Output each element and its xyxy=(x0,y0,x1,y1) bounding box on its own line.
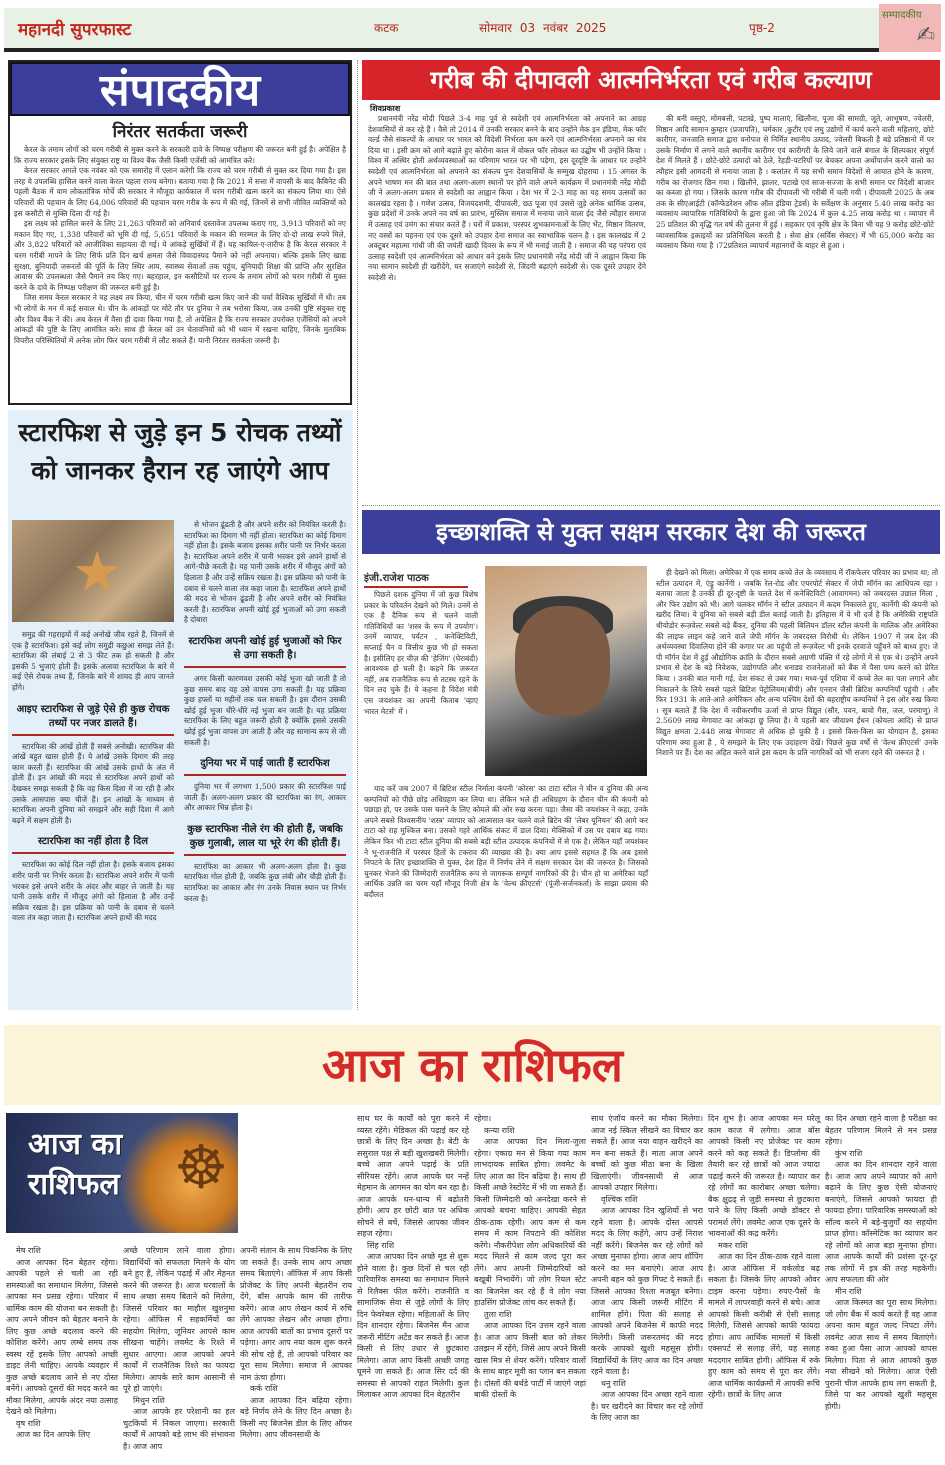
horoscope-column xyxy=(240,1245,352,1441)
starfish-photo xyxy=(12,520,174,622)
article-paragraph: याद करें जब 2007 में ब्रिटिश स्टील निर्माता कंपनी 'कोरस' का टाटा स्टील ने चीन व दुनिया की अन्य कम्पनियों को पीछे छोड़ अधिग्रहण कर लिया था। लेकिन भले ही अधिग्रहण के दौरान चीन की कंपनी को पछाड़ा हो, पर उसके पास चलने के लिए कोयले की ओर रुख करना पड़ा। जैसा की जयशंकर ने कहा, उनके अपने सबसे विश्वसनीय 'शस्त्र' व्यापार को आत्मसात कर चलने वाले ब्रिटेन की 'लेबर यूनियन' की आगे कर टाटा को राह मुश्किल बना। उसको गहरे आर्थिक संकट में डाल दिया। मेक्सिको में उस पर दबाव बढ़ गया। लेकिन फिर भी टाटा स्टील दुनिया की सबसे बड़ी स्टील उत्पादक कंपनियों में से एक है। लेकिन यहाँ जयशंकर ने भू-राजनीति में परस्पर हितों के टकराव की व्याख्या की है। क्या आप इससे सहमत हैं कि अब इससे निपटने के लिए इच्छाशक्ति से युक्त, देश हित में निर्णय लेने में सक्षम सरकार देश की जरूरत है। जिसको चुनकर भेजने की जिम्मेदारी राजनैतिक रूप से जागरूक सम्पूर्ण नागरिकों की है। चीन हो या अमेरिका यहाँ आर्थिक उन्नति का चरम यहाँ मौजूद निजी क्षेत्र के 'वेल्थ क्रीएटर्स' (पूंजी-सर्जनकर्ता) के साझा प्रयास की बदौलत xyxy=(364,784,648,899)
article-paragraph: ही देखने को मिला। अमेरिका में एक समय कच्चे तेल के व्यवसाय में रॉकफेलर परिवार का प्रभाव था; तो स्टील उत्पादन में, एंड्रू कार्नेगी । जबकि रेल-रोड और एयरपोर्ट सेक्टर में जेपी मॉर्गन का आधिपत्य रहा । बताया जाता है उनकी ही दूर-दृष्टी के चलते देश में कनेक्टिविटी (आवागमन) को जबरदस्त उछाल मिला , और फिर उद्योग को भी। आगे चलकर मॉर्गन ने स्टील उत्पादन में कदम निकालते हुए, कार्नेगी की कंपनी को खरीद लिया। ये दुनिया को सबसे बड़ी डील बताई जाती है। इतिहास में ये भी दर्ज है कि अमेरिकी राष्ट्रपति थीयोडोर रूज़वेल्ट सबसे बड़े बैंकर, दुनिया की पहली बिलियन डॉलर स्टील कंपनी के मालिक और अमेरिका की लाइफ लाइन कहे जाने वाले जेपी मॉर्गन के जबरदस्त विरोधी थे। लेकिन 1907 में जब देश की अर्थव्यवस्था दिवालिया होने की कगार पर आ पहुंची तो रूज़वेल्ट भी इनके दरवाजे पहुँचने को बाध्य हुए। जे पी मॉर्गन देश में हुई औद्योगिक क्रांति के दौरान सबसे अग्रणी पंक्ति में रहे लोगों में से एक थे। उन्होंने अपने प्रभाव से देश के बड़े निवेशक, उद्योगपति और धनाड्य राजनेताओं को बैंक में पैसा पम्प करने को प्रेरित किया । उनकी बात मानी गई, देश संकट से उबर गया। मध्य-पूर्व एशिया में कच्चे तेल का पता लगाने और निकालने के लिये सबसे पहले ब्रिटिश पेट्रोलियम(बीपी) और एनरान जैसी ब्रिटिश कम्पनियाँ पहुंची । और फिर 1931 के आते-आते अमेरिकन और अन्य पश्चिम देशों की बहराष्ट्रीय कम्पनियों ने इस ओर रुख किया । सूत्र बताते हैं कि देश में नवीकरणीय ऊर्जा से प्राप्त विद्युत (सौर, पवन, बायो गैस, जल, परमाणु) ने 2.5609 लाख मेगावाट का आंकड़ा छू लिया है। ये पहली बार जीवाश्म ईंधन (कोयला आदि) से प्राप्त विद्युत क्षमता 2.448 लाख मेगावाट से अधिक हो चुकी है । इससे किस-किस का योगदान है, इसका परिणाम क्या हुआ है , ये समझने के लिए एक उदाहरण देखें। पिछले कुछ वर्षों से 'वेल्थ क्रीएटर्स' उनके निशाने पर हैं। देश का अहित करने वाले इस कदम के प्रति नागरिकों को भी सजग रहने की जरूरत है । xyxy=(656,568,938,758)
horoscope-text: आज आपका दिन खुशियों से भरा रहने वाला है। आपके दोस्त आपसे मदद के लिए कहेंगे, आप उन्हें निराश नहीं करेंगे। बिजनेस कर रहे लोगों को अच्छा मुनाफा होगा। आज आप शॉपिंग करने का मन बनाएंगे। आज आप अपनी बहन को कुछ गिफ्ट दे सकते हैं। जिससे आपका रिश्ता मजबूत बनेगा। आज आप किसी जरूरी मीटिंग में शामिल होंगे। पिता की सलाह से आपको अपने बिजनेस में काफी मदद मिलेगी। किसी जरूरतमंद की मदद करके आपको खुशी महसूस होगी। विद्यार्थियों के लिए आज का दिन अच्छा रहने वाला है। xyxy=(591,1206,703,1376)
horoscope-text: अच्छे परिणाम लाने वाला होगा। विद्यार्थियों को सफलता मिलने के योग बने हुए हैं, लेकिन पढ़ाई में और मेहनत करने की जरूरत है। आज घरवालों के साथ अच्छा समय बिताने को मिलेगा, जिससे परिवार का माहौल खुशनुमा रहेगा। ऑफिस में सहकर्मियों का सहयोग मिलेगा, जूनियर आपसे काम सीखना चाहेंगे। लवमेट के रिश्ते में सुधार आएगा। आज आपको अपने कार्यों में राजनैतिक रिश्ते का फायदा मिलेगा। आपके सारे काम आसानी से पूरे हो जाएंगे। xyxy=(123,1246,235,1393)
horoscope-text: का दिन अच्छा रहने वाला है परीक्षा का बेहतर परिणाम मिलने से मन प्रसन्न रहेगा। xyxy=(825,1114,937,1146)
editorial-body xyxy=(10,145,350,346)
editorial-paragraph: केरल सरकार अगले एक नवंबर को एक समारोह में एलान करेगी कि राज्य को चरम गरीबी से मुक्त कर दिया गया है। इस तरह ये उपलब्धि हासिल करने वाला केरल पहला राज्य बनेगा। बताया गया है कि 2021 में सत्ता में वापसी के बाद कैबिनेट की पहली बैठक में वाम लोकतांत्रिक मोर्चे की सरकार ने मौजूदा कार्यकाल में चरम गरीबी खत्म करने का संकल्प लिया था। ऐसे परिवारों की पहचान के लिए 64,006 परिवारों की पहचान चरम गरीब के रूप में की गई, जिनमें से सभी जीवित व्यक्तियों को इस कसौटी से मुक्ति दिला दी गई है। xyxy=(14,166,346,218)
horoscope-text: आज किस्मत का पूरा साथ मिलेगा। जो लोग बैंक में कार्य करते हैं वह आज अपना काम बहुत जल्द निपटा लेंगे। लवमेट आज साथ में समय बिताएंगे। रुका हुआ पैसा आज आपको वापस मिलेगा। पिता से आज आपको कुछ नया सीखने को मिलेगा। आज ऐसी पुरानी चीज आपके हाथ लग सकती है, जिसे पा कर आपको खुशी महसूस होगी। xyxy=(825,1298,937,1411)
article-column xyxy=(368,114,646,284)
zodiac-sign-label: वृश्चिक राशि xyxy=(601,1194,638,1204)
zodiac-sign-label: कुंभ राशि xyxy=(835,1148,863,1158)
paper-name: महानदी सुपरफास्ट xyxy=(18,20,132,40)
edition-city: कटक xyxy=(374,21,399,35)
zodiac-sign-label: मकर राशि xyxy=(718,1240,748,1250)
subheading: स्टारफिश का नहीं होता है दिल xyxy=(12,832,174,854)
author-byline: इंजी.राजेश पाठक xyxy=(364,570,468,588)
image-title-line: आज का xyxy=(28,1127,123,1162)
zodiac-sign-label: मीन राशि xyxy=(835,1286,862,1296)
author-portrait xyxy=(485,566,647,776)
horoscope-text: आज आपका दिन अच्छे मूड से शुरू होने वाला है। कुछ दिनों से चल रही पारिवारिक समस्या का समाधान मिलने से रिलैक्स फील करेंगे। राजनीति व सामाजिक सेवा से जुड़े लोगों के लिए दिन फेवरेबल रहेगा। महिलाओं के लिए दिन शानदार रहेगा। बिजनेस मैन आज जरूरी मीटिंग अटेंड कर सकते हैं। आज किसी से लिए उधार से छुटकारा मिलेगा। आज आप किसी अच्छी जगह घूमने जा सकते हैं। आज सिर दर्द की समस्या से आपको राहत मिलेगी। कुल मिलाकर आज आपका दिन बेहतरीन xyxy=(357,1252,469,1399)
article-paragraph: की बनी वस्तुएं, मोमबत्ती, पटाखे, पुष्प मालाएं, खिलौना, पूजा की सामग्री, जूते, आभूषण, ज्वेलरी, मिष्ठान आदि सामान कुम्हार (प्रजापति), चर्मकार ,कुटीर एवं लघु उद्योगों में कार्य करने वाली महिलाएं, छोटे कारीगर, जनजाति समाज द्वारा वनोपज से निर्मित स्थानीय उत्पाद, ज्वेलरी बिकती है बड़े प्रतिष्ठानो में पर उसके निर्माण में लगने वाले स्थानीय कारीगर एवं कारीगरी के लिये जाने वाले बंगाल के शिल्पकार संपूर्ण देश में मिलते हैं । छोटे-छोटे उत्पादो को ठेले, रेहड़ी-पटरियों पर बेचकर अपना अर्थोपार्जन करने वालो का त्यौहार इसी आमदनी से मनाया जाता है । कलांतर में यह सभी समान विदेशों से आयात होने के कारण, गरीब का रोजगार छिन गया । खिलौने, झालर, पटाखे एवं साज-सज्जा के सभी समान पर विदेशी बाजार का कब्जा हो गया । जिसके कारण गरीब की दीपावली भी गरीबी में चली गयी । दीपावली 2025 के अब तक के सीएआईटी (कॉन्फेडरेशन ऑफ ऑल इंडिया ट्रेडर्स) के सर्वेक्षण के अनुसार 5.40 लाख करोड़ का व्यवसाय व्यापारिक गतिविधियों के द्वारा हुआ जो कि 2024 में कुल 4.25 लाख करोड़ था । व्यापार में 25 प्रतिशत की वृद्धि गत वर्ष की तुलना में हुई । सहकार एवं कृषि क्षेत्र के बिना भी यह 9 करोड़ छोटे-छोटे व्यावसायिक इकाइयों का प्रतिनिधित्व करती है । सेवा क्षेत्र (सर्विस सेक्टर) में भी 65,000 करोड़ का व्यवसाय किया गया है ।72प्रतिशत व्यापार्य महानगरों के बाहर से हुआ । xyxy=(656,114,934,251)
zodiac-sign-label: वृष राशि xyxy=(16,1418,41,1428)
horoscope-text: आज आपका दिन बेहतर रहेगा। आपकी पहले से चली आ रही समस्याओं का समाधान मिलेगा, जिससे आपका मन प्रसन्न रहेगा। परिवार में धार्मिक काम की योजना बन सकती है। आप अपने जीवन को बेहतर बनाने के लिए कुछ अच्छे बदलाव करने की कोशिश करेंगे। आप लम्बे समय तक स्वस्थ रहें इसके लिए आपको अच्छी डाइट लेनी चाहिए। आपके व्यवहार में कुछ अच्छे बदलाव आने से नए दोस्त बनेंगे। आपको दूसरों की मदद करने का मौका मिलेगा, आपके अंदर नया उत्साह देखने को मिलेगा। xyxy=(6,1257,118,1416)
willpower-headline: इच्छाशक्ति से युक्त सक्षम सरकार देश की जरूरत xyxy=(362,510,940,554)
horoscope-text: आज का दिन शानदार रहने वाला है। आज आप अपने व्यापार को आगे बढ़ाने के लिए कुछ ऐसी योजनाएं बनाएंगे, जिससे आपको फायदा ही फायदा होगा। पारिवारिक समस्याओं को सॉल्व करने में बड़े-बुजुर्गों का सहयोग प्राप्त होगा। कॉस्मेटिक का व्यापार कर रहे लोगों को आज बड़ा मुनाफा होगा। आज आपके कार्यों की प्रशंसा दूर-दूर तक लोगों में इत्र की तरह महकेगी। आप सफलता की ओर xyxy=(825,1160,937,1284)
starfish-icon: ★ xyxy=(72,540,123,605)
starfish-column-1 xyxy=(12,630,174,924)
horoscope-text: आज आपके हर परेशानी का हल चुटकियों में निकल जाएगा। सरकारी कार्यों में आपको बड़े लाभ की संभावना है। आज आप xyxy=(123,1407,235,1451)
editorial-headline: निरंतर सतर्कता जरूरी xyxy=(112,122,248,142)
starfish-article xyxy=(8,410,352,1010)
zodiac-wheel-icon: ☸ xyxy=(174,1133,228,1203)
article-column xyxy=(656,114,934,284)
zodiac-sign-label: धनु राशि xyxy=(601,1378,626,1388)
article-paragraph: स्टारफिश का आकार भी अलग-अलग होता है। कुछ स्टारफिश गोल होती हैं, जबकि कुछ लंबी और चौड़ी होती हैं। स्टारफिश का आकार और रंग उनके निवास स्थान पर निर्भर करता है। xyxy=(184,861,346,903)
article-column xyxy=(364,590,478,717)
horoscope-text: आज आपका दिन अच्छा रहने वाला है। घर खरीदने का विचार कर रहे लोगों के लिए आज का xyxy=(591,1390,703,1422)
portrait-face xyxy=(515,606,610,716)
horoscope-text: साथ एंजॉय करने का मौका मिलेगा। आज नई स्किल सीखने का विचार कर सकते हैं। आज नया वाहन खरीदने का मन बना सकते हैं। माता आज अपने बच्चों को कुछ मीठा बना के खिला खिलाएंगी। जीवनसाथी से आज आपको उपहार मिलेगा। xyxy=(591,1114,703,1192)
horoscope-column xyxy=(708,1113,820,1401)
image-title-line: राशिफल xyxy=(28,1167,120,1202)
article-columns xyxy=(362,114,940,284)
diwali-headline: गरीब की दीपावली आत्मनिर्भरता एवं गरीब कल्याण xyxy=(362,60,940,100)
horoscope-text: आज आपका दिन बढ़िया रहेगा। बड़े निर्णय लेने के लिए दिन अच्छा है। किसी नए बिजनेस डील के लिए ऑफर मिलेगा। आप जीवनसाथी के xyxy=(240,1395,352,1439)
diwali-article xyxy=(362,60,940,500)
article-paragraph: अगर किसी कारणवश उसकी कोई भुजा खो जाती है तो कुछ समय बाद वह उसे वापस उगा सकती है। यह प्रक्रिया कुछ हफ्तों या महीनों तक चल सकती है। इस दौरान उसकी खोई हुई भुजा धीरे-धीरे नई भुजा बन जाती है। यह प्रक्रिया स्टारफिश के लिए बहुत जरूरी होती है क्योंकि इससे उसकी खोई हुई भुजा वापस उग आती है और वह सामान्य रूप से जी सकती है। xyxy=(184,673,346,747)
horoscope-section xyxy=(4,1025,941,1465)
zodiac-sign-label: मिथुन राशि xyxy=(133,1395,165,1405)
horoscope-text: आज का दिन ठीक-ठाक रहने वाला है। आज ऑफिस में वर्कलोड बढ़ सकता है। जिसके लिए आपको ओवर टाइम करना पड़ेगा। रुपए-पैसों के मामले में लापरवाही करने से बचे। आज आपको किसी करीबी से ऐसी सलाह मिलेगी, जिससे आपको काफी फायदा होगा। आप आर्थिक मामलों में किसी एक्सपर्ट से सलाह लेंगे, यह सलाह मददगार साबित होगी। ऑफिस में रुके हुए काम को समय से पूरा कर लेंगे। आज धार्मिक कार्यक्रमों में आपकी रूचि रहेगी। छात्रों के लिए आज xyxy=(708,1252,820,1399)
article-paragraph: प्रधानमंत्री नरेंद्र मोदी पिछले 3-4 माह पूर्व से स्वदेशी एवं आत्मनिर्भरता को अपनाने का आग्रह देशवासियों से कर रहे हैं । वैसे तो 2014 में उनकी सरकार बनने के बाद उन्होंने मेक इन इंडिया, मेक फॉर वर्ल्ड जैसे संकल्पों के आधार पर भारत को विदेशी निर्भरता कम करने एवं आत्मनिर्भरता अपनाने का मंत्र दिया था । इसी क्रम को आगे बढ़ाते हुए कोरोना काल में वोकल फॉर लोकल का उद्घोष भी उन्होंने किया । विश्व में अस्थिर होती अर्थव्यवस्थाओं का परिणाम भारत पर भी पड़ेगा, इस दूरदृष्टि के आधार पर उन्होंने स्वदेशी एवं आत्मनिर्भरता को अपनाने का संकल्प पुनः देशवासियों के सम्मुख दोहराया । 15 अगस्त के अपने भाषण मन की बात तथा अलग-अलग स्थानों पर होने वाले अपने कार्यक्रम में प्रधानमंत्री नरेंद्र मोदी जी ने अलग-अलग प्रकार से स्वदेशी का आह्वान किया । देश भर में 2-3 माह का यह समय उत्सवों का कालखंड रहता है । गणेश उत्सव, विजयदशमी, दीपावली, छठ पूजा एवं उससे जुड़े अनेक धार्मिक उत्सव, कुछ प्रदेशों में उनके अपने नव वर्ष का प्रारंभ, मुस्लिम समाज में मनाया जाने वाला ईद जैसे त्यौहार समाज में उत्साह एवं उमंग का संचार करते हैं । घरों में प्रकाश, परस्पर शुभकामनाओं के लिए भेंट, मिष्ठान वितरण, नए वस्त्रों का पहनना एवं एक दूसरे को उपहार देना समाज का स्वाभाविक चलन है । इस कालखंड में 2 अक्टूबर महात्मा गांधी जी की जयंती खादी दिवस के रूप में भी मनाई जाती है । समाज की यह परंपरा एवं उत्साह स्वदेशी एवं आत्मनिर्भरता को आधार बने इसके लिए प्रधानमंत्री नरेंद्र मोदी जी ने आह्वान किया कि नया सामान स्वदेशी ही खरीदेंगे, घर सजाएंगे स्वदेशी से, जिंदगी बढ़ाएंगे स्वदेशी से। एक दूसरे उपहार देंगे स्वदेशी से। xyxy=(368,114,647,282)
editorial-paragraph: केरल के तमाम लोगों को चरम गरीबी से मुक्त करने के सरकारी दावे के निष्पक्ष परीक्षण की जरूरत बनी हुई है। अपेक्षित है कि राज्य सरकार इसके लिए संयुक्त राष्ट्र या विश्व बैंक जैसी किसी एजेंसी को आमंत्रित करे। xyxy=(14,145,346,165)
article-paragraph: स्टारफिश की आंखें होती हैं सबसे अनोखी। स्टारफिश की आंखें बहुत खास होती हैं। ये आंखें उसके दिमाग की तरह काम करती हैं। स्टारफिश की आंखें उसके हाथों के अंत में होती हैं। इन आंखों की मदद से स्टारफिश अपने हाथों को देखकर समझ सकती है कि वह किस दिशा में जा रही है और उसके आसपास क्या चीजें हैं। इन आंखों के माध्यम से स्टारफिश अपनी दुनिया को समझने और सही दिशा में आगे बढ़ने में सक्षम होती है। xyxy=(12,741,174,825)
horoscope-column xyxy=(357,1113,469,1401)
willpower-article xyxy=(362,505,940,1010)
horoscope-column xyxy=(825,1113,937,1412)
horoscope-column xyxy=(474,1113,586,1401)
article-paragraph: से भोजन ढूंढती है और अपने शरीर को नियंत्रित करती है। स्टारफिश का दिमाग भी नहीं होता। स्टारफिश का कोई दिमाग नहीं होता है। इसके बजाय इसका शरीर पानी पर निर्भर करता है। स्टारफिश अपने शरीर में पानी भरकर इसे अपने हाथों से आगे-पीछे करती है। यह पानी उसके शरीर में मौजूद अंगों को हिलाता है और उन्हें सक्रिय रखता है। इस प्रक्रिया को पानी के दबाव से चलने वाला तंत्र कहा जाता है। स्टारफिश अपने हाथों की मदद से भोजन ढूंढती है और अपने शरीर को नियंत्रित करती है। स्टारफिश अपनी खोई हुई भुजाओं को उगा सकती है दोबारा xyxy=(184,520,346,625)
article-column xyxy=(656,568,938,759)
issue-date: सोमवार 03 नवंबर 2025 xyxy=(479,21,607,35)
zodiac-sign-label: सिंह राशि xyxy=(367,1240,395,1250)
editorial-section xyxy=(8,60,352,405)
masthead xyxy=(4,8,941,52)
zodiac-sign-label: कन्या राशि xyxy=(484,1125,515,1135)
horoscope-image xyxy=(6,1113,238,1233)
horoscope-banner: आज का राशिफल xyxy=(4,1025,941,1105)
article-paragraph: दुनिया भर में लगभग 1,500 प्रकार की स्टारफिश पाई जाती हैं। अलग-अलग प्रकार की स्टारफिश का रंग, आकार और आकार भिन्न होता है। xyxy=(184,782,346,813)
article-column xyxy=(364,784,648,901)
starfish-headline: स्टारफिश से जुड़े इन 5 रोचक तथ्यों को जानकर हैरान रह जाएंगे आप xyxy=(18,418,342,485)
article-paragraph: स्टारफिश का कोई दिल नहीं होता है। इसके बजाय इसका शरीर पानी पर निर्भर करता है। स्टारफिश अपने शरीर में पानी भरकर इसे अपने शरीर के अंदर और बाहर ले जाती है। यह पानी उसके शरीर में मौजूद अंगों को हिलाता है और उन्हें सक्रिय रखता है। इस प्रक्रिया को पानी के दबाव से चलने वाला तंत्र कहा जाता है। स्टारफिश अपने हाथों की मदद xyxy=(12,860,174,923)
pen-writing-icon: ✍ xyxy=(916,23,935,48)
editorial-paragraph: जिस समय केरल सरकार ने यह लक्ष्य तय किया, चीन में चरम गरीबी खत्म किए जाने की चर्चा वैश्विक सुर्खियों में थी। तब भी लोगों के मन में कई सवाल थे। चीन के आंकड़ों पर मोटे तौर पर दुनिया ने तब भरोसा किया, जब उनकी पुष्टि संयुक्त राष्ट्र और विश्व बैंक ने की। अब केरल में वैसा ही दावा किया गया है, तो अपेक्षित है कि राज्य सरकार उपरोक्त एजेंसियों को अपने आंकड़ों की पुष्टि के लिए आमंत्रित करे। साथ ही केरल को उन चेतावनियों को भी ध्यान में रखना चाहिए, जिनके मुताबिक विपरीत परिस्थितियों में अनेक लोग फिर चरम गरीबी में लौट सकते हैं। यानी निरंतर सतर्कता जरूरी है। xyxy=(14,293,346,345)
subheading: स्टारफिश अपनी खोई हुई भुजाओं को फिर से उगा सकती है। xyxy=(184,632,346,668)
subheading: दुनिया भर में पाई जाती हैं स्टारफिश xyxy=(184,754,346,776)
subheading: कुछ स्टारफिश नीले रंग की होती हैं, जबकि कुछ गुलाबी, लाल या भूरे रंग की होती हैं। xyxy=(184,820,346,856)
author-byline: शिवप्रकाश xyxy=(370,103,401,113)
page-number: पृष्ठ-2 xyxy=(749,21,775,35)
zodiac-sign-label: कर्क राशि xyxy=(250,1384,278,1393)
column-divider xyxy=(357,60,358,1010)
editorial-paragraph: इस लक्ष्य को हासिल करने के लिए 21,263 परिवारों को अनिवार्य दस्तावेज उपलब्ध कराए गए, 3,913 परिवारों को नए मकान दिए गए, 1,338 परिवारों को भूमि दी गई, 5,651 परिवारों के मकान की मरम्मत के लिए दो-दो लाख रुपये मिले, और 3,822 परिवारों को आजीविका सहायता दी गई। ये आंकड़े सुर्खियों में हैं। यह कायिल-ए-तारीफ है कि केरल सरकार ने चरम गरीबी मापने के लिए सिर्फ प्रति दिन खर्च क्षमता जैसे विवादास्पद पैमाने को नहीं अपनाया। बल्कि इसके लिए खाद्य सुरक्षा, बुनियादी जरूरतों की पूर्ति के लिए स्थिर आय, स्वास्थ्य सेवाओं तक पहुंच, बुनियादी शिक्षा की प्राप्ति और सुरक्षित आवास की उपलब्धता जैसे पैमाने तय किए गए। बहरहाल, इन कसौटियों पर राज्य के तमाम लोगों को चरम गरीबी से मुक्त करने के दावे के निष्पक्ष परीक्षण की जरूरत बनी हुई है। xyxy=(14,219,346,292)
zodiac-sign-label: तुला राशि xyxy=(484,1309,512,1319)
horoscope-column xyxy=(123,1245,235,1452)
article-paragraph: समुद्र की गहराइयों में कई अनोखे जीव रहते हैं, जिनमें से एक है स्टारफिश। इसे कई लोग समुद्री कछुआ समझ लेते हैं। स्टारफिश की लंबाई 2 से 3 फीट तक हो सकती है और इसकी 5 भुजाएं होती हैं। इसके अलावा स्टारफिश के बारे में कई ऐसे रोचक तथ्य हैं, जिनके बारे में शायद ही आप जानते होंगे। xyxy=(12,630,174,692)
editorial-logo xyxy=(879,4,941,52)
article-paragraph: पिछले दशक दुनिया में जो कुछ विशेष प्रकार के परिवर्तन देखने को मिले। उनमें से एक है दैनिक रूप से चलने वाली गतिविधियों का 'शस्त्र के रूप में उपयोग'। उनमें व्यापार, पर्यटन , कनेक्टिविटी, सप्लाई चैन व वित्तीय कुछ भी हो सकता है। इसीलिए हर चीज़ की 'हेजिंग' (घेराबंदी) आवश्यक हो चली है। कहने कि जरूरत नहीं, अब राजनैतिक रूप से तटस्थ रहने के दिन लद चुके हैं। ये कहना है विदेश मंत्री एस जयशंकर का अपनी किताब 'व्हाए भारत मेटर्स' में । xyxy=(364,590,478,716)
horoscope-column xyxy=(6,1245,118,1441)
editorial-banner: संपादकीय xyxy=(10,62,350,116)
horoscope-text: रहेगा। xyxy=(474,1114,492,1123)
editorial-logo-text: सम्पादकीय xyxy=(882,10,922,21)
starfish-column-2 xyxy=(184,520,346,904)
horoscope-text: आज आपका दिन मिला-जुला रहेगा। एकाग्र मन से किया गया काम लाभदायक साबित होगा। लवमेट के लिए आज का दिन बढ़िया है। साथ ही किसी अच्छे रेस्टोरेंट में भी जा सकते हैं। किसी जिम्मेदारी को अनदेखा करने से आपको बचना चाहिए। आपकी सेहत ठीक-ठाक रहेगी। आप कम से कम समय में काम निपटाने की कोशिश करेंगे। नौकरीपेशा लोग अधिकारियों की मदद मिलने से काम जल्द पूरा कर लेंगे। आप अपनी जिम्मेदारियों को बखूबी निभायेंगे। जो लोग रियल स्टेट का बिजनेस कर रहे हैं वे लोग नया हाउसिंग प्रोजेक्ट लांच कर सकते हैं। xyxy=(474,1137,586,1307)
horoscope-text: आज का दिन आपके लिए xyxy=(16,1430,91,1439)
subheading: आइए स्टारफिश से जुड़े ऐसे ही कुछ रोचक तथ्यों पर नजर डालते हैं। xyxy=(12,700,174,736)
zodiac-sign-label: मेष राशि xyxy=(16,1246,41,1255)
horoscope-text: आज आपका दिन उत्तम रहने वाला है। आज आप किसी बात को लेकर उलझन में रहेंगे, जिसे आप अपने किसी खास मित्र से शेयर करेंगे। परिवार वालों के साथ बाहर मूवी का प्लान बन सकता है। दोस्तों की बर्थडे पार्टी में जाएंगे जहां बाकी दोस्तों के xyxy=(474,1321,586,1399)
horoscope-image-title xyxy=(28,1125,122,1205)
horoscope-text: अपनी संतान के साथ पिकनिक के लिए जा सकते हैं। उनके साथ आप अच्छा समय बिताएंगे। ऑफिस में आप किसी प्रोजेक्ट के लिए अपनी बेहतरीन राय देंगे, बॉस आपके काम की तारीफ करेंगे। आज आप लेखन कार्य में रुचि लेंगे आपका लेखन और अच्छा होगा। आज आपकी बातों का प्रभाव दूसरों पर पड़ेगा। अगर आप नया काम शुरू करने की सोच रहे हैं, तो आपको परिवार का पूरा साथ मिलेगा। समाज में आपका नाम ऊंचा होगा। xyxy=(240,1246,352,1382)
horoscope-text: दिन शुभ है। आज आपका मन घरेलू काम काज में लगेगा। आज बॉस आपको किसी नए प्रोजेक्ट पर काम करने को कह सकते हैं। डिप्लोमा की तैयारी कर रहे छात्रों को आज ज्यादा पढ़ाई करने की जरूरत है। व्यापार कर रहे लोगों का कारोबार अच्छा चलेगा। बैक क्षुद्रढ्‌ से जुड़ी समस्या से छुटकारा पाने के लिए किसी अच्छे डॉक्टर से परामर्श लेंगे। लवमेट आज एक दूसरे के भावनाओं की कद्र करेंगे। xyxy=(708,1114,820,1238)
horoscope-column xyxy=(591,1113,703,1424)
horoscope-text: साथ घर के कार्यों को पूरा करने में व्यस्त रहेंगे। मेडिकल की पढ़ाई कर रहे छात्रों के लिए दिन अच्छा है। बेटी के ससुराल पक्ष से बड़ी खुशखबरी मिलेगी। बच्चे आज अपने पढ़ाई के प्रति सीरियस रहेंगे। आज आपके घर नन्हें मेहमान के आगमन का योग बन रहा है। आज आपके धन-धान्य में बढ़ोतरी होगी। आप हर छोटी बात पर अधिक सोचने से बचें, जिससे आपका जीवन सहज रहेगा। xyxy=(357,1114,469,1238)
